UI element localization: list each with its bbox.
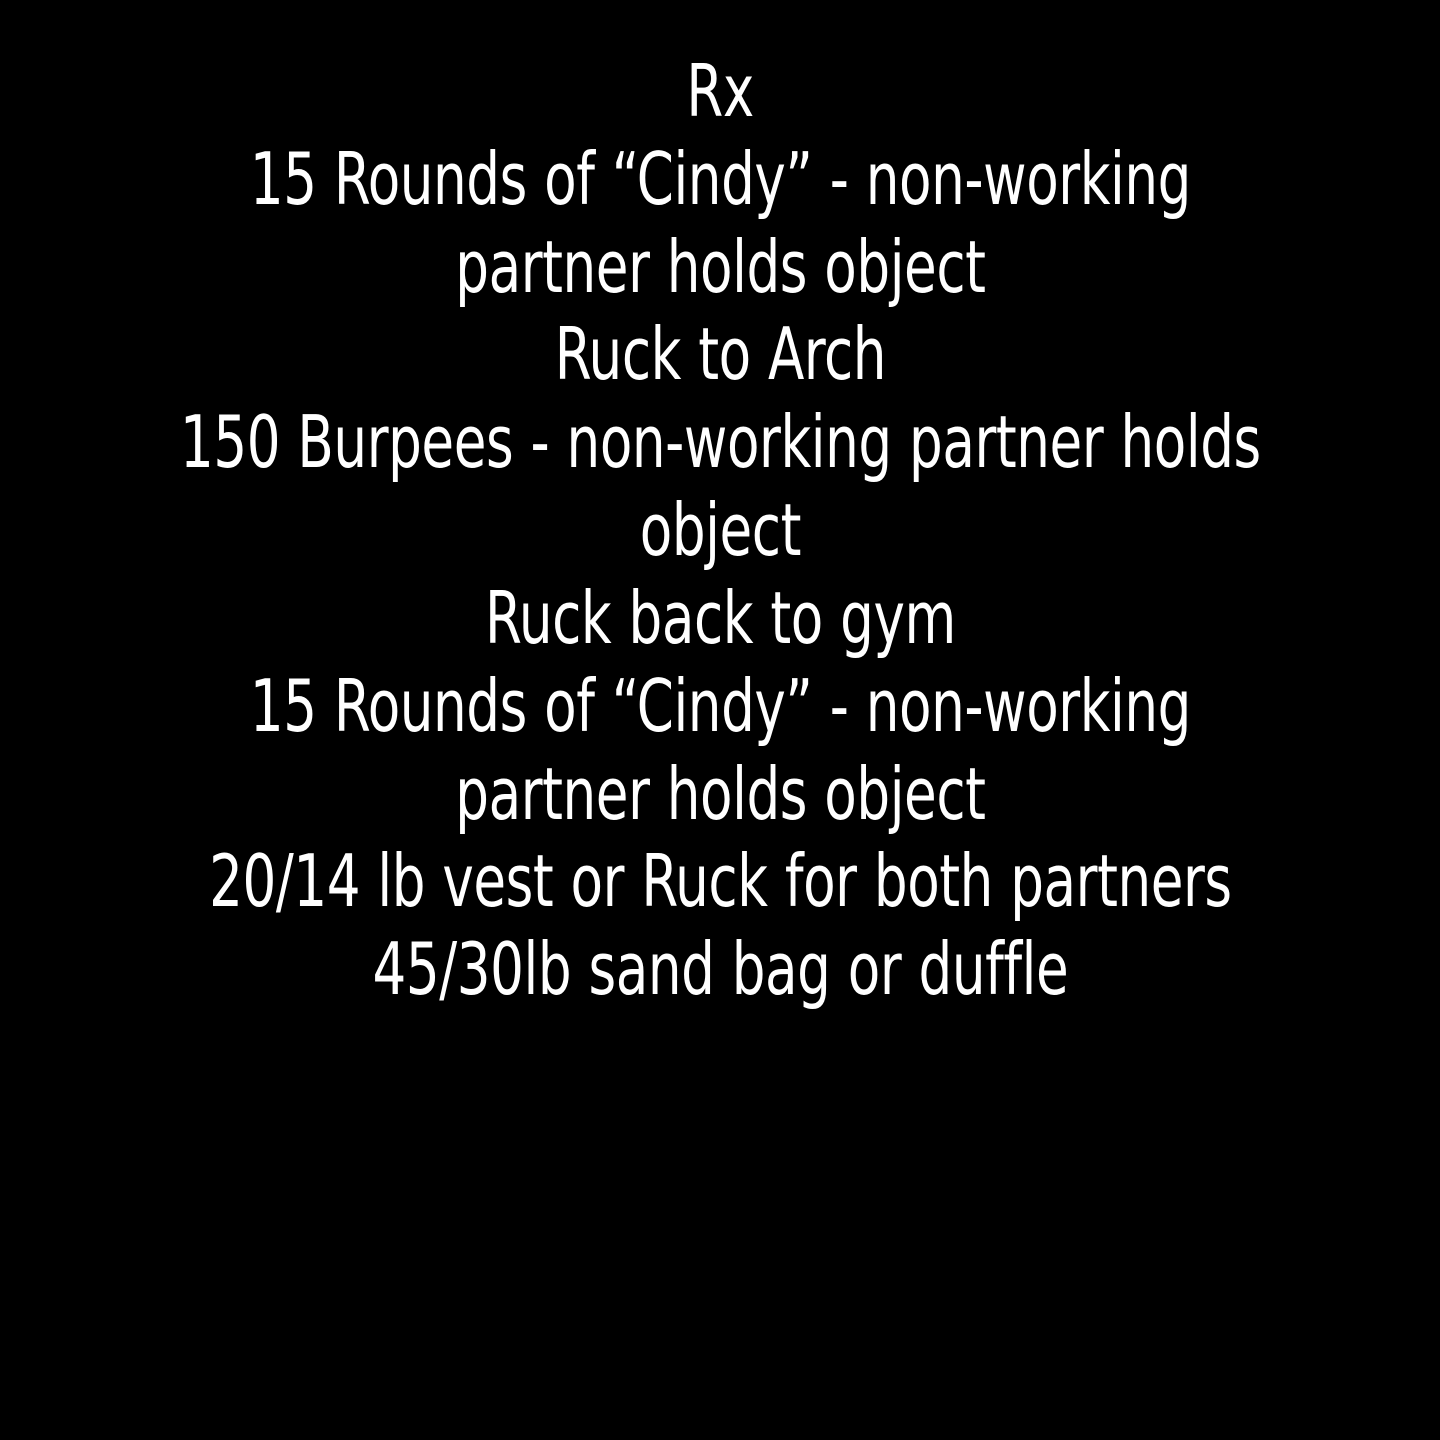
workout-lines bbox=[150, 136, 1290, 1014]
workout-line: 15 Rounds of “Cindy” - non-working partner holds object bbox=[249, 663, 1191, 836]
workout-line: 45/30lb sand bag or duffle bbox=[372, 927, 1068, 1012]
workout-line: 150 Burpees - non-working partner holds object bbox=[179, 400, 1261, 573]
workout-title: Rx bbox=[686, 49, 754, 133]
workout-line: Ruck back to gym bbox=[484, 575, 956, 660]
workout-line: Ruck to Arch bbox=[554, 312, 886, 397]
workout-line: 20/14 lb vest or Ruck for both partners bbox=[208, 839, 1232, 924]
workout-line: 15 Rounds of “Cindy” - non-working partner holds object bbox=[249, 136, 1191, 309]
